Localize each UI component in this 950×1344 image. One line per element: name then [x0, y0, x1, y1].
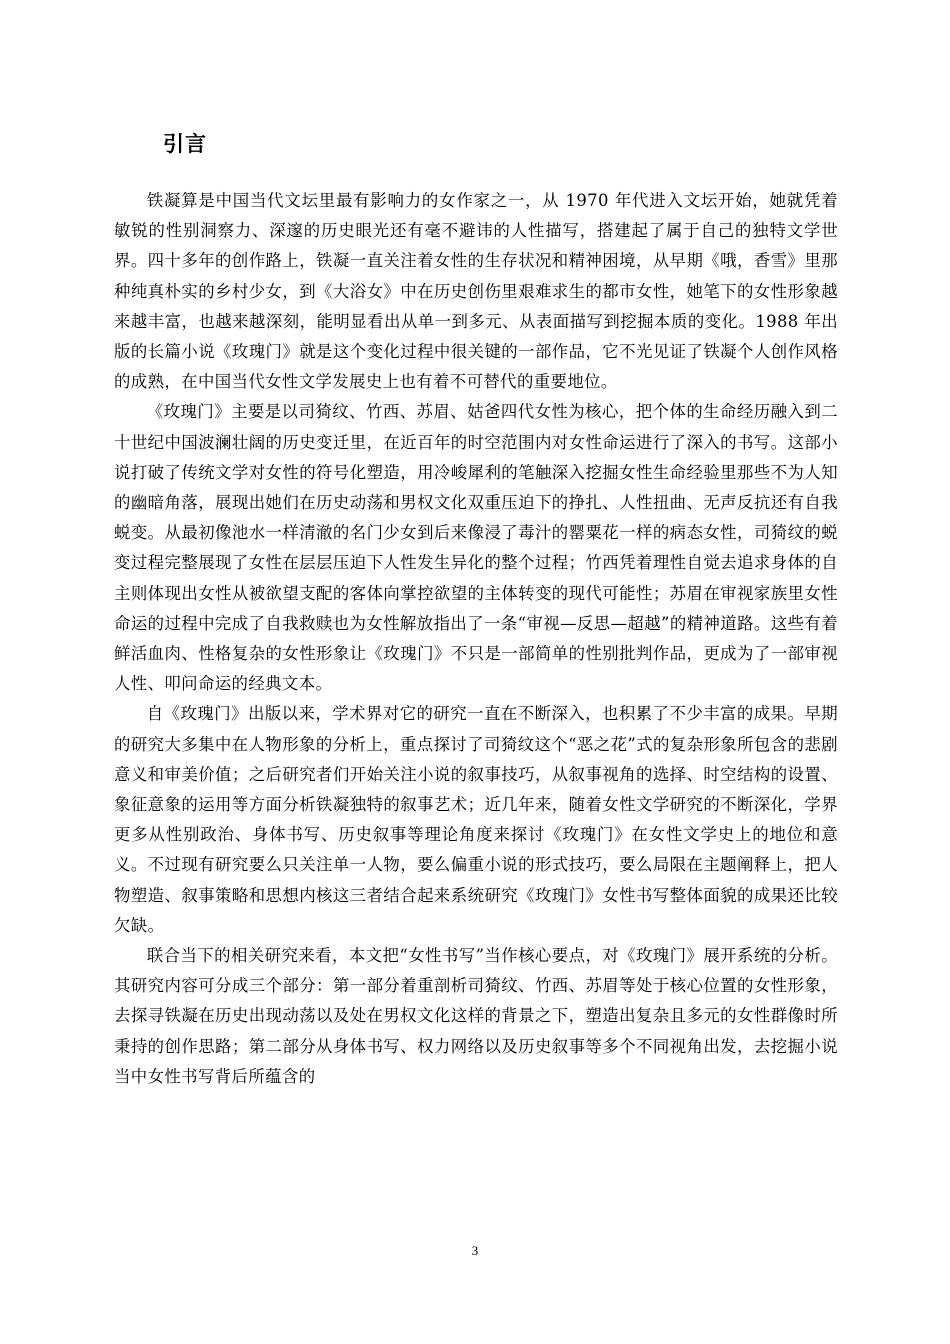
page-number: 3 [471, 1243, 479, 1258]
paragraph-1: 铁凝算是中国当代文坛里最有影响力的女作家之一，从 1970 年代进入文坛开始，她就凭着敏锐的性别洞察力、深邃的历史眼光还有毫不避讳的人性描写，搭建起了属于自己的独特文学世界。四十多年的创作路上，铁凝一直关注着女性的生存状况和精神困境，从早期《哦，香雪》里那种纯真朴实的乡村少女，到《大浴女》中在历史创伤里艰难求生的都市女性，她笔下的女性形象越来越丰富，也越来越深刻，能明显看出从单一到多元、从表面描写到挖掘本质的变化。1988 年出版的长篇小说《玫瑰门》就是这个变化过程中很关键的一部作品，它不光见证了铁凝个人创作风格的成熟，在中国当代女性文学发展史上也有着不可替代的重要地位。 [114, 191, 838, 392]
paragraph-3: 自《玫瑰门》出版以来，学术界对它的研究一直在不断深入，也积累了不少丰富的成果。早期的研究大多集中在人物形象的分析上，重点探讨了司猗纹这个“恶之花”式的复杂形象所包含的悲剧意义和审美价值；之后研究者们开始关注小说的叙事技巧，从叙事视角的选择、时空结构的设置、象征意象的运用等方面分析铁凝独特的叙事艺术；近几年来，随着女性文学研究的不断深化，学界更多从性别政治、身体书写、历史叙事等理论角度来探讨《玫瑰门》在女性文学史上的地位和意义。不过现有研究要么只关注单一人物，要么偏重小说的形式技巧，要么局限在主题阐释上，把人物塑造、叙事策略和思想内核这三者结合起来系统研究《玫瑰门》女性书写整体面貌的成果还比较欠缺。 [114, 704, 838, 935]
body-text [114, 186, 838, 1092]
paragraph-4: 联合当下的相关研究来看，本文把“女性书写”当作核心要点，对《玫瑰门》展开系统的分析。其研究内容可分成三个部分：第一部分着重剖析司猗纹、竹西、苏眉等处于核心位置的女性形象，去探寻铁凝在历史出现动荡以及处在男权文化这样的背景之下，塑造出复杂且多元的女性群像时所秉持的创作思路；第二部分从身体书写、权力网络以及历史叙事等多个不同视角出发，去挖掘小说当中女性书写背后所蕴含的 [114, 946, 838, 1086]
paragraph-2: 《玫瑰门》主要是以司猗纹、竹西、苏眉、姑爸四代女性为核心，把个体的生命经历融入到二十世纪中国波澜壮阔的历史变迁里，在近百年的时空范围内对女性命运进行了深入的书写。这部小说打破了传统文学对女性的符号化塑造，用冷峻犀利的笔触深入挖掘女性生命经验里那些不为人知的幽暗角落，展现出她们在历史动荡和男权文化双重压迫下的挣扎、人性扭曲、无声反抗还有自我蜕变。从最初像池水一样清澈的名门少女到后来像浸了毒汁的罂粟花一样的病态女性，司猗纹的蜕变过程完整展现了女性在层层压迫下人性发生异化的整个过程；竹西凭着理性自觉去追求身体的自主则体现出女性从被欲望支配的客体向掌控欲望的主体转变的现代可能性；苏眉在审视家族里女性命运的过程中完成了自我救赎也为女性解放指出了一条“审视—反思—超越”的精神道路。这些有着鲜活血肉、性格复杂的女性形象让《玫瑰门》不只是一部简单的性别批判作品，更成为了一部审视人性、叩问命运的经典文本。 [114, 402, 838, 694]
section-heading: 引言 [163, 132, 207, 156]
